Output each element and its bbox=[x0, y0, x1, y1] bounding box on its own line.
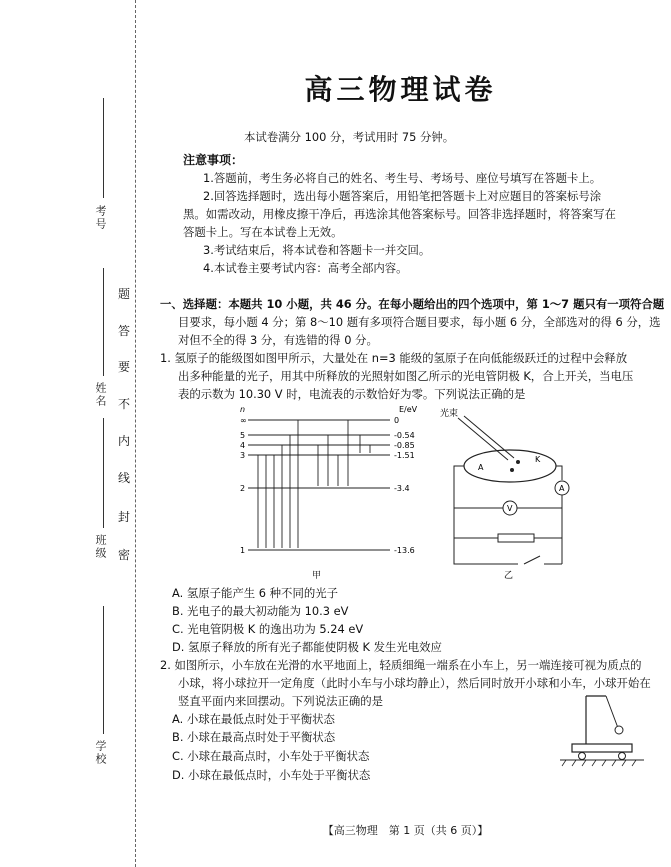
energy-level-diagram bbox=[232, 402, 432, 584]
question-stem: 2. 如图所示，小车放在光滑的水平地面上，轻质细绳一端系在小车上，另一端连接可视为质点的 bbox=[160, 658, 642, 672]
answer-option: C. 光电管阴极 K 的逸出功为 5.24 eV bbox=[172, 622, 364, 636]
ammeter-label: A bbox=[559, 484, 565, 493]
question-stem: 1. 氢原子的能级图如图甲所示，大量处在 n=3 能级的氢原子在向低能级跃迁的过程中会释放 bbox=[160, 351, 628, 365]
notes-line: 3.考试结束后，将本试卷和答题卡一并交回。 bbox=[203, 243, 431, 257]
electron bbox=[510, 468, 514, 472]
string bbox=[606, 696, 618, 728]
question-stem: 小球，将小球拉开一定角度（此时小车与小球均静止），然后同时放开小球和小车，小球开始在 bbox=[178, 676, 651, 690]
level-energy: 0 bbox=[394, 416, 400, 425]
question-stem: 表的示数为 10.30 V 时，电流表的示数恰好为零。下列说法正确的是 bbox=[178, 387, 526, 401]
ground-hatching bbox=[562, 760, 636, 766]
level-energy: -3.4 bbox=[394, 484, 410, 493]
page-title: 高三物理试卷 bbox=[304, 73, 497, 106]
exam-info: 本试卷满分 100 分，考试用时 75 分钟。 bbox=[244, 130, 455, 144]
question-stem: 出多种能量的光子，用其中所释放的光照射如图乙所示的光电管阴极 K，合上开关，当电压 bbox=[178, 369, 634, 383]
level-energy: -1.51 bbox=[394, 451, 415, 460]
circuit-figure-label: 乙 bbox=[504, 571, 514, 580]
level-energy: -0.54 bbox=[394, 431, 415, 440]
light-ray bbox=[458, 418, 508, 460]
diagram-figure-label: 甲 bbox=[312, 571, 322, 581]
circuit-wire bbox=[556, 466, 562, 480]
level-n: 1 bbox=[240, 546, 246, 555]
seal-warning-char: 答 bbox=[118, 324, 131, 338]
answer-option: C. 小球在最高点时，小车处于平衡状态 bbox=[172, 749, 370, 763]
light-beam-label: 光束 bbox=[440, 409, 459, 419]
wheel-icon bbox=[619, 753, 626, 760]
gutter-label-class: 班级 bbox=[94, 534, 107, 560]
level-n: 2 bbox=[240, 484, 246, 493]
voltmeter-label: V bbox=[507, 504, 513, 513]
diagram-energy-unit-label: E/eV bbox=[399, 405, 418, 414]
notes-line: 2.回答选择题时，选出每小题答案后，用铅笔把答题卡上对应题目的答案标号涂 bbox=[203, 189, 602, 203]
wheel-icon bbox=[579, 753, 586, 760]
level-n: 4 bbox=[240, 441, 246, 450]
notes-line: 1.答题前，考生务必将自己的姓名、考生号、考场号、座位号填写在答题卡上。 bbox=[203, 171, 602, 185]
seal-warning-char: 题 bbox=[118, 287, 131, 301]
circuit-wire bbox=[534, 495, 562, 538]
notes-line: 答题卡上。写在本试卷上无效。 bbox=[183, 225, 343, 239]
name-write-line bbox=[103, 268, 104, 376]
seal-warning-char: 要 bbox=[118, 360, 131, 374]
seal-warning-char: 线 bbox=[118, 471, 131, 485]
cart-body bbox=[572, 744, 632, 752]
section-instructions: 对但不全的得 3 分，有选错的得 0 分。 bbox=[178, 333, 378, 347]
answer-option: A. 氢原子能产生 6 种不同的光子 bbox=[172, 586, 339, 600]
answer-option: B. 小球在最高点时处于平衡状态 bbox=[172, 730, 336, 744]
answer-option: B. 光电子的最大初动能为 10.3 eV bbox=[172, 604, 349, 618]
notes-heading: 注意事项： bbox=[183, 153, 244, 167]
answer-option: D. 氢原子释放的所有光子都能使阴极 K 发生光电效应 bbox=[172, 640, 442, 654]
section-instructions: 目要求，每小题 4 分；第 8～10 题有多项符合题目要求，每小题 6 分，全部选对的得 6 分，选 bbox=[178, 315, 661, 329]
gutter-label-school: 学校 bbox=[94, 740, 107, 766]
school-write-line bbox=[103, 606, 104, 734]
level-n: ∞ bbox=[240, 416, 247, 425]
ball-icon bbox=[615, 726, 623, 734]
seal-warning-char: 不 bbox=[118, 397, 131, 411]
gutter-label-name: 姓名 bbox=[94, 382, 107, 408]
cathode-label: K bbox=[535, 455, 541, 464]
electron bbox=[516, 460, 520, 464]
seal-warning-char: 密 bbox=[118, 548, 131, 562]
seal-warning-char: 内 bbox=[118, 434, 131, 448]
notes-line: 4.本试卷主要考试内容：高考全部内容。 bbox=[203, 261, 408, 275]
rheostat-icon bbox=[498, 534, 534, 542]
cart-pendulum-figure bbox=[556, 692, 648, 772]
question-stem: 竖直平面内来回摆动。下列说法正确的是 bbox=[178, 694, 384, 708]
section-instructions: 一、选择题：本题共 10 小题，共 46 分。在每小题给出的四个选项中，第 1～7 题只有一项符合题 bbox=[160, 297, 665, 311]
answer-option: D. 小球在最低点时，小车处于平衡状态 bbox=[172, 768, 371, 782]
level-n: 3 bbox=[240, 451, 246, 460]
binding-gutter bbox=[0, 0, 140, 867]
phototube-circuit-diagram bbox=[440, 404, 580, 580]
level-energy: -13.6 bbox=[394, 546, 415, 555]
seal-warning-char: 封 bbox=[118, 510, 131, 524]
notes-line: 黑。如需改动，用橡皮擦干净后，再选涂其他答案标号。回答非选择题时，将答案写在 bbox=[183, 207, 616, 221]
level-n: 5 bbox=[240, 431, 246, 440]
level-energy: -0.85 bbox=[394, 441, 415, 450]
anode-label: A bbox=[478, 463, 484, 472]
page-footer: 【高三物理 第 1 页（共 6 页）】 bbox=[322, 824, 489, 837]
class-write-line bbox=[103, 418, 104, 528]
exam-number-write-line bbox=[103, 98, 104, 198]
gutter-label-exam-number: 考号 bbox=[94, 205, 107, 231]
transition-arrows bbox=[258, 420, 370, 548]
answer-option: A. 小球在最低点时处于平衡状态 bbox=[172, 712, 335, 726]
binding-dashed-line bbox=[135, 0, 136, 867]
diagram-n-label: n bbox=[240, 405, 246, 414]
switch-icon bbox=[524, 556, 540, 564]
